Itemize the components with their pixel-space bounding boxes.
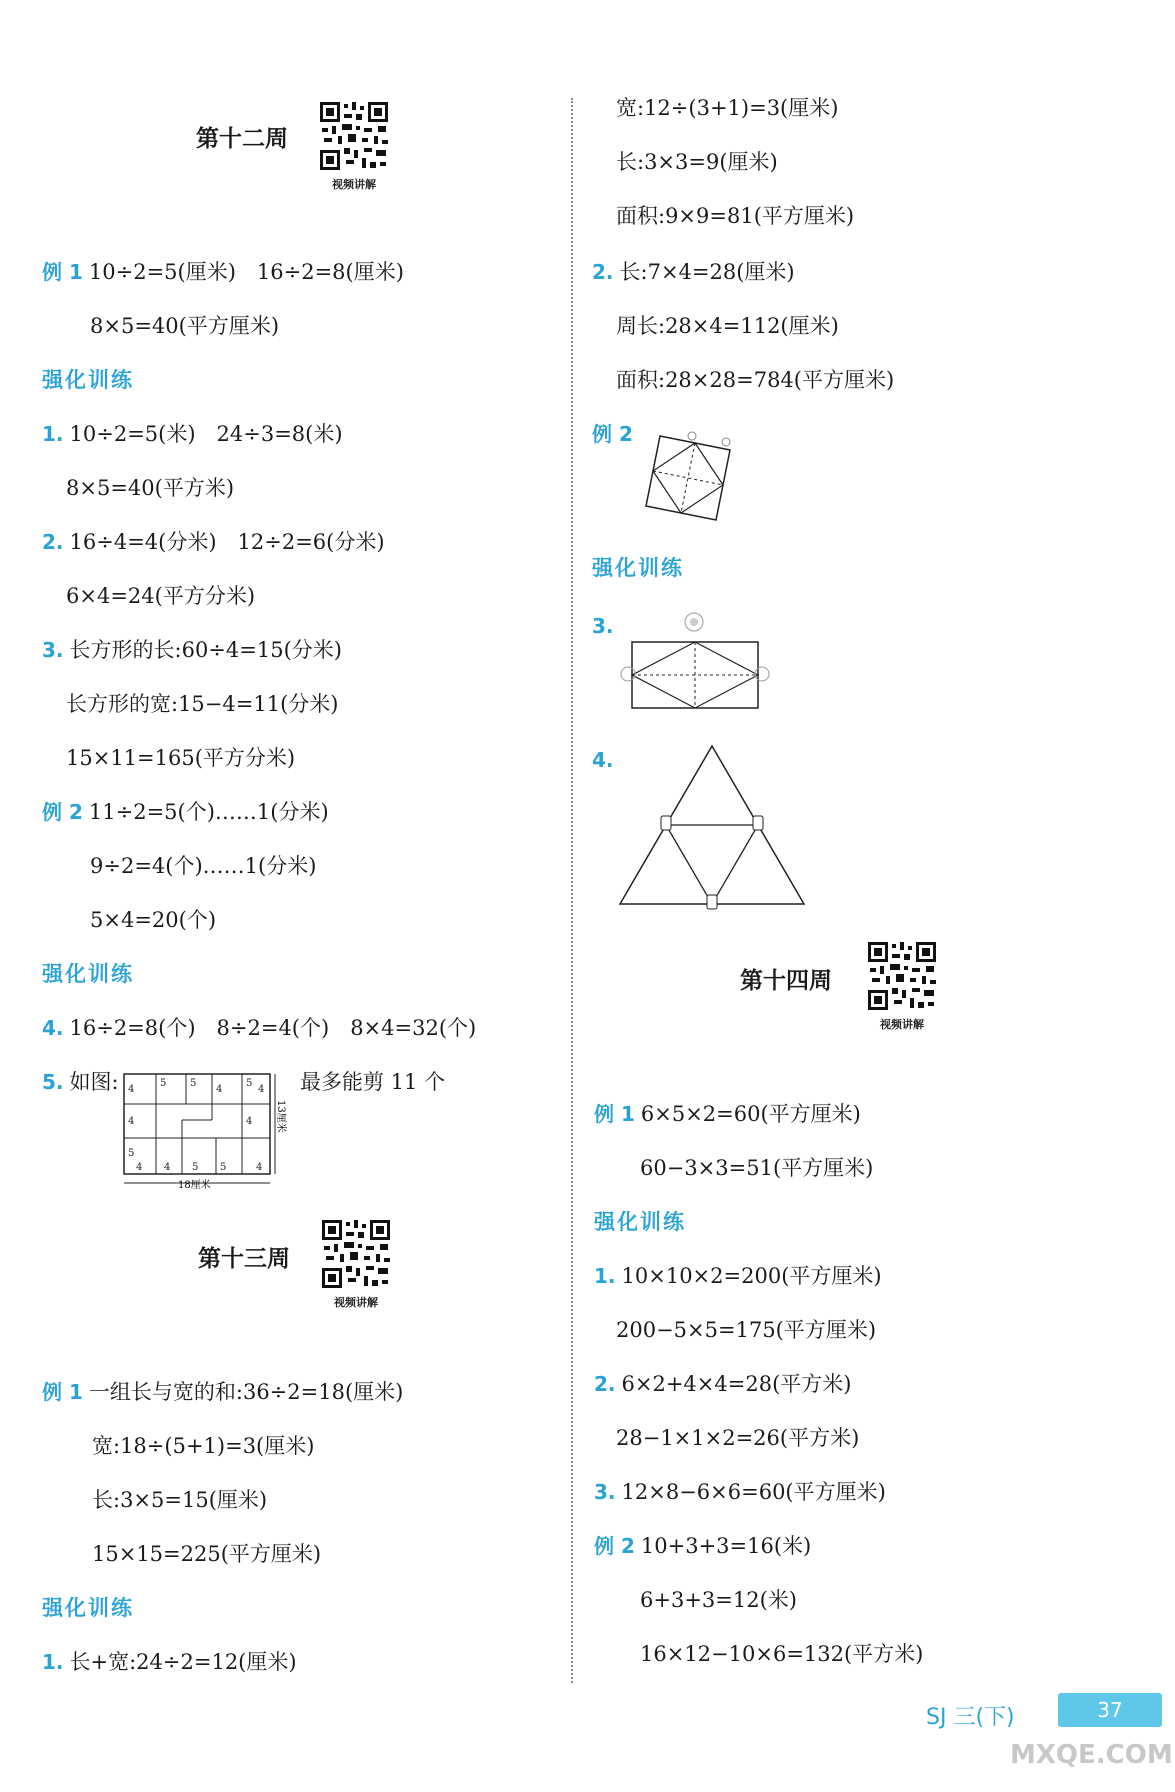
qr-caption: 视频讲解	[334, 1296, 378, 1309]
qr-caption: 视频讲解	[880, 1018, 924, 1031]
answer-line: 60−3×3=51(平方厘米)	[640, 1156, 874, 1180]
week14-title: 第十四周	[740, 968, 832, 994]
qr-code-icon[interactable]	[320, 1218, 392, 1290]
grid-number: 5	[246, 1078, 253, 1089]
grid-number: 4	[258, 1084, 265, 1095]
grid-number: 4	[136, 1162, 143, 1173]
answer-line: 1. 10÷2=5(米) 24÷3=8(米)	[42, 422, 343, 446]
example-label: 例 2	[594, 1534, 635, 1558]
answer-line: 9÷2=4(个)……1(分米)	[90, 854, 317, 878]
section-heading: 强化训练	[592, 556, 684, 580]
qr-code-icon[interactable]	[866, 940, 938, 1012]
item-number: 5.	[42, 1070, 64, 1094]
answer-line: 5×4=20(个)	[90, 908, 217, 932]
item-number: 1.	[42, 1650, 64, 1674]
answer-line: 例 1 一组长与宽的和:36÷2=18(厘米)	[42, 1380, 404, 1404]
grid-number: 4	[246, 1116, 253, 1127]
answer-line: 周长:28×4=112(厘米)	[616, 314, 839, 338]
answer-line: 长方形的宽:15−4=11(分米)	[66, 692, 339, 716]
answer-line: 1. 10×10×2=200(平方厘米)	[594, 1264, 882, 1288]
answer-line: 宽:12÷(3+1)=3(厘米)	[616, 96, 839, 120]
answer-line: 2. 6×2+4×4=28(平方米)	[594, 1372, 852, 1396]
item-number: 2.	[592, 260, 614, 284]
grid-width-label: 18厘米	[178, 1180, 211, 1191]
item-number: 4.	[42, 1016, 64, 1040]
grid-number: 4	[128, 1116, 135, 1127]
grid-number: 4	[128, 1084, 135, 1095]
item-number: 2.	[594, 1372, 616, 1396]
item-number: 3.	[592, 614, 614, 638]
grid-height-label: 13厘米	[275, 1100, 286, 1133]
answer-line: 5. 如图:	[42, 1070, 119, 1094]
example-label: 例 1	[594, 1102, 635, 1126]
answer-line: 例 1 6×5×2=60(平方厘米)	[594, 1102, 861, 1126]
answer-line: 16×12−10×6=132(平方米)	[640, 1642, 924, 1666]
grid-number: 5	[220, 1162, 227, 1173]
grid-number: 5	[160, 1078, 167, 1089]
grid-number: 4	[256, 1162, 263, 1173]
answer-line	[592, 420, 639, 448]
rectangle-rhombus-figure	[620, 608, 770, 718]
item-number: 3.	[594, 1480, 616, 1504]
item-number: 2.	[42, 530, 64, 554]
week13-title: 第十三周	[198, 1246, 290, 1272]
answer-line: 长:3×5=15(厘米)	[92, 1488, 268, 1512]
section-heading: 强化训练	[42, 962, 134, 986]
answer-line	[592, 612, 620, 640]
answer-line: 最多能剪 11 个	[300, 1070, 446, 1094]
section-heading: 强化训练	[594, 1210, 686, 1234]
watermark: MXQE.COM	[1010, 1740, 1173, 1770]
qr-caption: 视频讲解	[332, 178, 376, 191]
week12-title: 第十二周	[196, 126, 288, 152]
example-label: 例 2	[42, 800, 83, 824]
section-heading: 强化训练	[42, 368, 134, 392]
answer-line: 2. 16÷4=4(分米) 12÷2=6(分米)	[42, 530, 385, 554]
grid-number: 5	[192, 1162, 199, 1173]
answer-line: 200−5×5=175(平方厘米)	[616, 1318, 877, 1342]
example-label: 例 1	[42, 1380, 83, 1404]
qr-code-icon[interactable]	[318, 100, 390, 172]
answer-line: 宽:18÷(5+1)=3(厘米)	[92, 1434, 315, 1458]
item-number: 1.	[42, 422, 64, 446]
answer-line: 1. 长+宽:24÷2=12(厘米)	[42, 1650, 297, 1674]
grid-number: 4	[164, 1162, 171, 1173]
example-label: 例 2	[592, 422, 633, 446]
item-number: 1.	[594, 1264, 616, 1288]
answer-line: 例 2 11÷2=5(个)……1(分米)	[42, 800, 329, 824]
item-number: 4.	[592, 748, 614, 772]
book-code: SJ 三(下)	[926, 1705, 1015, 1730]
grid-number: 5	[128, 1148, 135, 1159]
cutting-grid-figure	[120, 1070, 286, 1191]
column-divider	[571, 98, 573, 1683]
item-number: 3.	[42, 638, 64, 662]
answer-line: 长:3×3=9(厘米)	[616, 150, 778, 174]
answer-line: 15×15=225(平方厘米)	[92, 1542, 322, 1566]
example-label: 例 1	[42, 260, 83, 284]
answer-line: 面积:28×28=784(平方厘米)	[616, 368, 895, 392]
section-heading: 强化训练	[42, 1596, 134, 1620]
answer-line: 面积:9×9=81(平方厘米)	[616, 204, 855, 228]
page-number: 37	[1058, 1693, 1162, 1727]
answer-line: 15×11=165(平方分米)	[66, 746, 296, 770]
answer-line: 例 2 10+3+3=16(米)	[594, 1534, 812, 1558]
answer-line: 6+3+3=12(米)	[640, 1588, 797, 1612]
answer-line: 3. 长方形的长:60÷4=15(分米)	[42, 638, 342, 662]
square-diamond-figure	[640, 428, 736, 524]
answer-line: 4. 16÷2=8(个) 8÷2=4(个) 8×4=32(个)	[42, 1016, 477, 1040]
answer-line: 2. 长:7×4=28(厘米)	[592, 260, 795, 284]
answer-line: 3. 12×8−6×6=60(平方厘米)	[594, 1480, 886, 1504]
triangle-figure	[612, 740, 812, 920]
grid-number: 4	[216, 1084, 223, 1095]
answer-line: 8×5=40(平方米)	[66, 476, 235, 500]
answer-line: 8×5=40(平方厘米)	[90, 314, 280, 338]
answer-line: 6×4=24(平方分米)	[66, 584, 256, 608]
grid-number: 5	[190, 1078, 197, 1089]
answer-line: 28−1×1×2=26(平方米)	[616, 1426, 860, 1450]
answer-line: 例 1 10÷2=5(厘米) 16÷2=8(厘米)	[42, 260, 404, 284]
